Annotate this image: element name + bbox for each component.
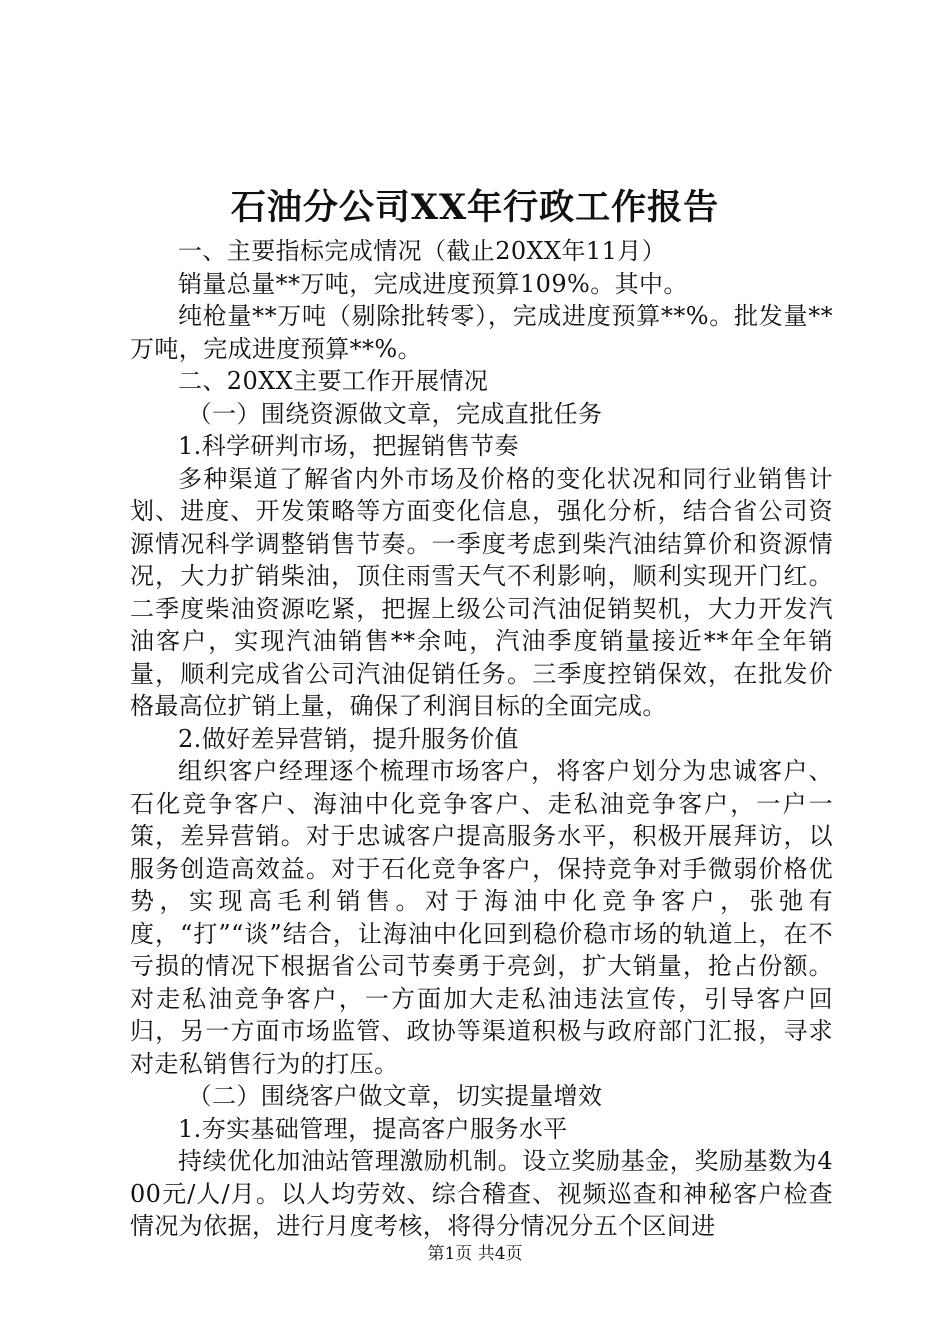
item-heading: 2.做好差异营销，提升服务价值: [178, 724, 519, 753]
item-heading: 1.科学研判市场，把握销售节奏: [178, 432, 519, 460]
section-heading: 二、20XX主要工作开展情况: [178, 367, 489, 395]
page-footer: 第1页 共4页: [427, 1244, 523, 1264]
item-heading: 1.夯实基础管理，提高客户服务水平: [178, 1114, 568, 1143]
subsection-heading: （一）围绕资源做文章，完成直批任务: [187, 399, 603, 428]
document-title: 石油分公司XX年行政工作报告: [230, 187, 720, 228]
document-body: [130, 235, 833, 1243]
paragraph: 销量总量**万吨，完成进度预算109%。其中。: [178, 269, 688, 298]
section-heading: 一、主要指标完成情况（截止20XX年11月）: [178, 237, 667, 265]
paragraph: 组织客户经理逐个梳理市场客户，将客户划分为忠诚客户、石化竞争客户、海油中化竞争客户、走私油竞争客户，一户一策，差异营销。对于忠诚客户提高服务水平，积极开展拜访，以服务创造高效益。对于石化竞争客户，保持竞争对手微弱价格优势，实现高毛利销售。对于海油中化竞争客户，张弛有度，“打”“谈”结合，让海油中化回到稳价稳市场的轨道上，在不亏损的情况下根据省公司节奏勇于亮剑，扩大销量，抢占份额。对走私油竞争客户，一方面加大走私油违法宣传，引导客户回归，另一方面市场监管、政协等渠道积极与政府部门汇报，寻求对走私销售行为的打压。: [130, 757, 833, 1078]
paragraph: 纯枪量**万吨（剔除批转零），完成进度预算**%。批发量**万吨，完成进度预算**%。: [130, 302, 833, 363]
paragraph: 持续优化加油站管理激励机制。设立奖励基金，奖励基数为400元/人/月。以人均劳效、综合稽查、视频巡查和神秘客户检查情况为依据，进行月度考核，将得分情况分五个区间进: [130, 1147, 833, 1240]
paragraph: 多种渠道了解省内外市场及价格的变化状况和同行业销售计划、进度、开发策略等方面变化信息，强化分析，结合省公司资源情况科学调整销售节奏。一季度考虑到柴汽油结算价和资源情况，大力扩销柴油，顶住雨雪天气不利影响，顺利实现开门红。二季度柴油资源吃紧，把握上级公司汽油促销契机，大力开发汽油客户，实现汽油销售**余吨，汽油季度销量接近**年全年销量，顺利完成省公司汽油促销任务。三季度控销保效，在批发价格最高位扩销上量，确保了利润目标的全面完成。: [130, 464, 833, 720]
subsection-heading: （二）围绕客户做文章，切实提量增效: [187, 1082, 603, 1110]
